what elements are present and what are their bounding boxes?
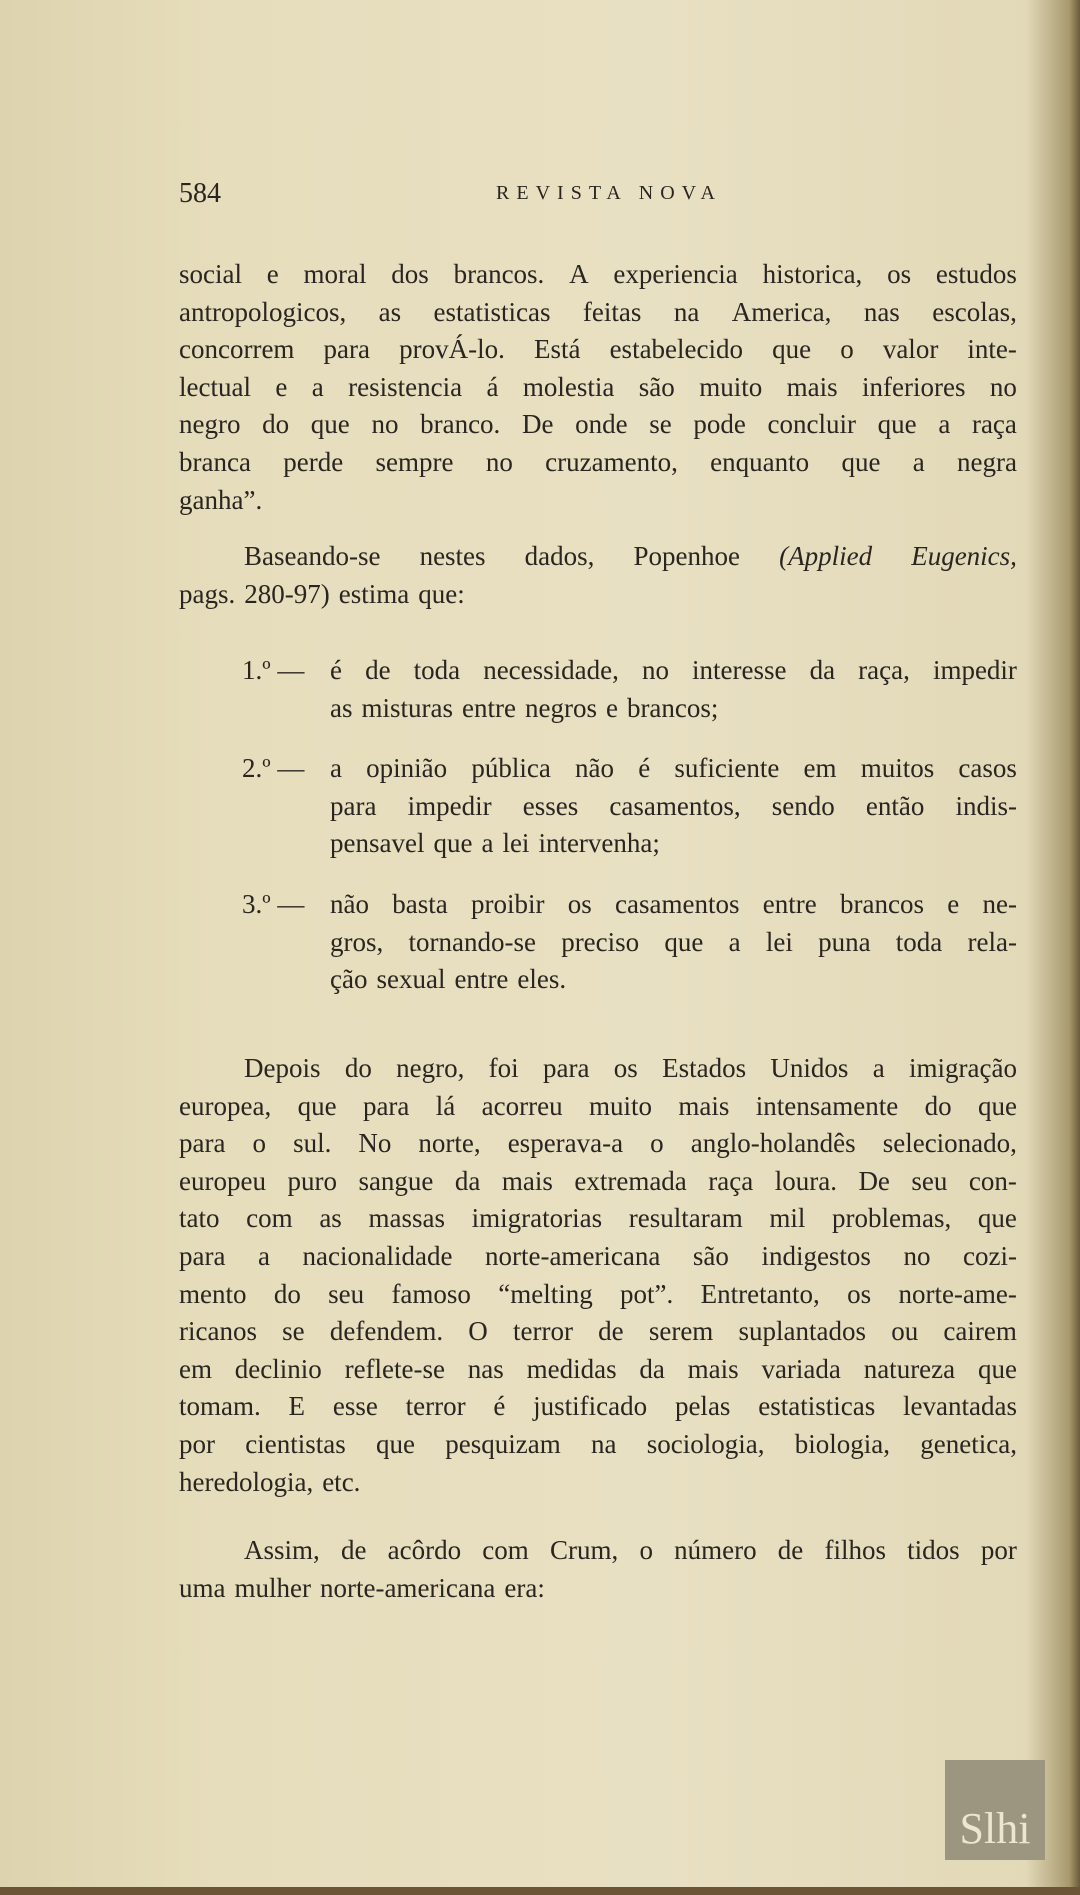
text-line: negro do que no branco. De onde se pode concluir que a raça bbox=[179, 409, 1017, 440]
text-line: pags. 280-97) estima que: bbox=[179, 578, 465, 609]
text-line: é de toda necessidade, no interesse da raça, impedir bbox=[330, 655, 1017, 685]
text-line: europea, que para lá acorreu muito mais intensamente do que bbox=[179, 1090, 1017, 1121]
text-line: as misturas entre negros e brancos; bbox=[330, 692, 719, 723]
list-body bbox=[330, 750, 1017, 863]
text-line: Depois do negro, foi para os Estados Unidos a imigração bbox=[244, 1053, 1017, 1083]
text-line: heredologia, etc. bbox=[179, 1466, 361, 1497]
running-title: REVISTA NOVA bbox=[496, 182, 722, 204]
text-line: Assim, de acôrdo com Crum, o número de filhos tidos por bbox=[244, 1535, 1017, 1565]
paragraph-3 bbox=[179, 1050, 1017, 1501]
text-line: por cientistas que pesquizam na sociologia, biologia, genetica, bbox=[179, 1428, 1017, 1459]
watermark-logo: Slhi bbox=[945, 1760, 1045, 1860]
paragraph-1 bbox=[179, 256, 1017, 519]
text-line: para a nacionalidade norte-americana são indigestos no cozi- bbox=[179, 1240, 1017, 1271]
list-number: 2.º — bbox=[242, 753, 305, 783]
text-line: ção sexual entre eles. bbox=[330, 964, 567, 995]
text-line: em declinio reflete-se nas medidas da mais variada natureza que bbox=[179, 1353, 1017, 1384]
page-edge bbox=[0, 1887, 1080, 1895]
text-line: ricanos se defendem. O terror de serem suplantados ou cairem bbox=[179, 1316, 1017, 1347]
text-line: social e moral dos brancos. A experiencia historica, os estudos bbox=[179, 259, 1017, 289]
text-line: tato com as massas imigratorias resultaram mil problemas, que bbox=[179, 1203, 1017, 1234]
text-line: concorrem para provÁ-lo. Está estabelecido que o valor inte- bbox=[179, 334, 1017, 365]
text-line: europeu puro sangue da mais extremada raça loura. De seu con- bbox=[179, 1165, 1017, 1196]
list-body bbox=[330, 652, 1017, 727]
page-number: 584 bbox=[179, 178, 221, 209]
paragraph-4 bbox=[179, 1532, 1017, 1607]
text-line: gros, tornando-se preciso que a lei puna toda rela- bbox=[330, 926, 1017, 957]
text-line: antropologicos, as estatisticas feitas na America, nas escolas, bbox=[179, 296, 1017, 327]
text-line: pensavel que a lei intervenha; bbox=[330, 828, 660, 859]
list-body bbox=[330, 886, 1017, 999]
text-line: ganha”. bbox=[179, 484, 263, 515]
page-header bbox=[179, 178, 1019, 218]
text-line: para impedir esses casamentos, sendo então indis- bbox=[330, 790, 1017, 821]
text-line: uma mulher norte-americana era: bbox=[179, 1572, 545, 1603]
paragraph-2 bbox=[179, 538, 1017, 613]
text-line: Baseando-se nestes dados, Popenhoe (Applied Eugenics, bbox=[244, 541, 1017, 571]
text-line: a opinião pública não é suficiente em muitos casos bbox=[330, 753, 1017, 783]
text-line: mento do seu famoso “melting pot”. Entretanto, os norte-ame- bbox=[179, 1278, 1017, 1309]
text-line: lectual e a resistencia á molestia são muito mais inferiores no bbox=[179, 371, 1017, 402]
list-number: 1.º — bbox=[242, 655, 305, 685]
text-line: para o sul. No norte, esperava-a o anglo-holandês selecionado, bbox=[179, 1128, 1017, 1159]
list-number: 3.º — bbox=[242, 889, 305, 919]
text-line: branca perde sempre no cruzamento, enquanto que a negra bbox=[179, 446, 1017, 477]
text-line: não basta proibir os casamentos entre brancos e ne- bbox=[330, 889, 1017, 919]
text-line: tomam. E esse terror é justificado pelas estatisticas levantadas bbox=[179, 1391, 1017, 1422]
